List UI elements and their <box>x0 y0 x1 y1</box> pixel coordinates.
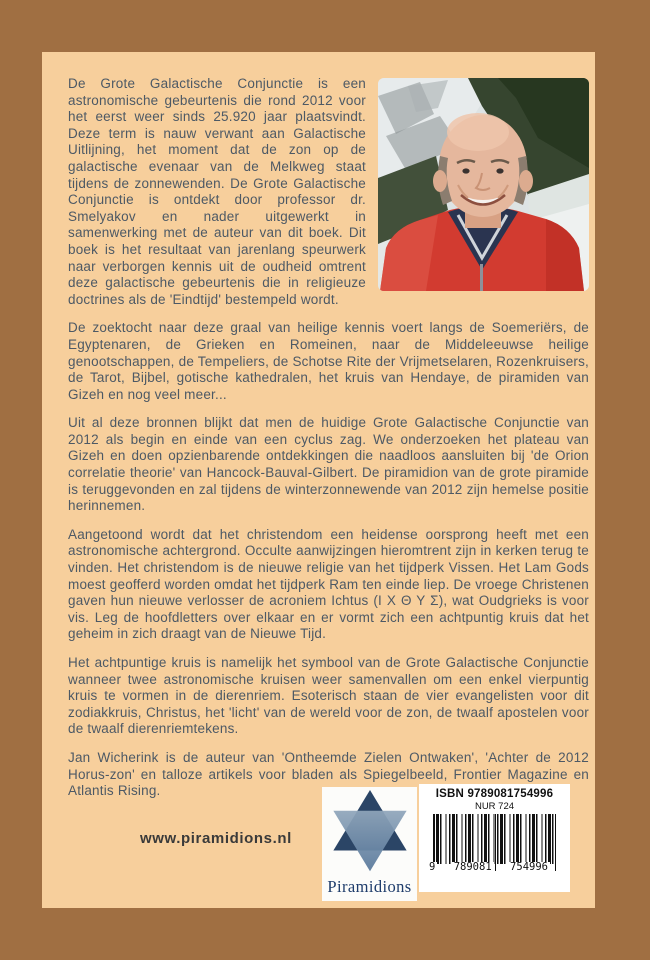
isbn-barcode-block <box>419 784 570 892</box>
nur-code: NUR 724 <box>474 801 515 812</box>
paragraph-christianity: Aangetoond wordt dat het christendom een heidense oorsprong heeft met een astronomische achtergrond. Occulte aanwijzingen hieromtrent zijn in kerken terug te vinden. Het christendom is de nieuwe religie van het tijdperk Vissen. Het Lam Gods moest geofferd worden omdat het tijdperk Ram ten einde liep. De vroege Christenen gaven hun nieuwe verlosser de acroniem Ichtus (Ι Χ Θ Υ Σ), wat Oudgrieks is voor vis. Leg de hoofdletters over elkaar en er vormt zich een achtpuntig kruis dat het geheim in zich draagt van de Nieuwe Tijd. <box>68 526 589 642</box>
paragraph-cross: Het achtpuntige kruis is namelijk het symbool van de Grote Galactische Conjunctie wanneer twee astronomische kruisen weer samenvallen om een enkel vierpuntig kruis te vormen in de dierenriem. Esoterisch staan de vier evangelisten voor dit zodiakkruis, Christus, het 'licht' van de wereld voor de zon, de twaalf apostelen voor de twaalf dierenriemtekens. <box>68 655 589 737</box>
barcode <box>427 814 562 872</box>
publisher-logo <box>322 787 417 901</box>
isbn-number: ISBN 9789081754996 <box>435 788 554 800</box>
hexagram-star-icon <box>330 790 410 876</box>
website-url: www.piramidions.nl <box>140 830 292 847</box>
author-photo <box>378 78 589 291</box>
paragraph-author-bio: Jan Wicherink is de auteur van 'Ontheemde Zielen Ontwaken', 'Achter de 2012 Horus-zon' en talloze artikels voor bladen als Spiegelbeeld, Frontier Magazine en Atlantis Rising. <box>68 749 589 799</box>
paragraph-sources: Uit al deze bronnen blijkt dat men de huidige Grote Galactische Conjunctie van 2012 als begin en einde van een cyclus zag. We onderzoeken het plateau van Gizeh en doen opzienbarende ontdekkingen die naadloos aansluiten bij 'de Orion correlatie theorie' van Hancock-Bauval-Gilbert. De piramidion van de grote piramide is teruggevonden en zal tijdens de winterzonnewende van 2012 zijn hemelse positie herinnemen. <box>68 415 589 514</box>
barcode-digit-left: 9 <box>429 861 436 873</box>
paragraph-quest: De zoektocht naar deze graal van heilige kennis voert langs de Soemeriërs, de Egyptenaren, de Grieken en Romeinen, naar de Middeleeuwse heilige genootschappen, de Tempeliers, de Schotse Rite der Vrijmetselaren, Rozenkruisers, de Tarot, Bijbel, gotische kathedralen, het kruis van Hendaye, de piramiden van Gizeh en nog veel meer... <box>68 320 589 402</box>
publisher-name: Piramidions <box>327 877 412 896</box>
author-photo-scene <box>378 78 589 291</box>
barcode-digit-middle: 789081 <box>453 861 492 873</box>
barcode-digit-right: 754996 <box>510 861 548 873</box>
back-cover-panel <box>42 52 595 908</box>
paragraph-intro: De Grote Galactische Conjunctie is een astronomische gebeurtenis die rond 2012 voor het eerst weer sinds 25.920 jaar plaatsvindt. Deze term is nauw verwant aan Galactische Uitlijning, het moment dat de zon op de galactische evenaar van de Melkweg staat tijdens de zonnewenden. De Grote Galactische Conjunctie is ontdekt door professor dr. Smelyakov en nader uitgewerkt in samenwerking met de auteur van dit boek. Dit boek is het resultaat van jarenlang speurwerk naar verborgen kennis uit de oudheid omtrent deze galactische gebeurtenis die in religieuze doctrines als de 'Eindtijd' bestempeld wordt. <box>68 76 366 307</box>
barcode-digits <box>427 862 562 872</box>
